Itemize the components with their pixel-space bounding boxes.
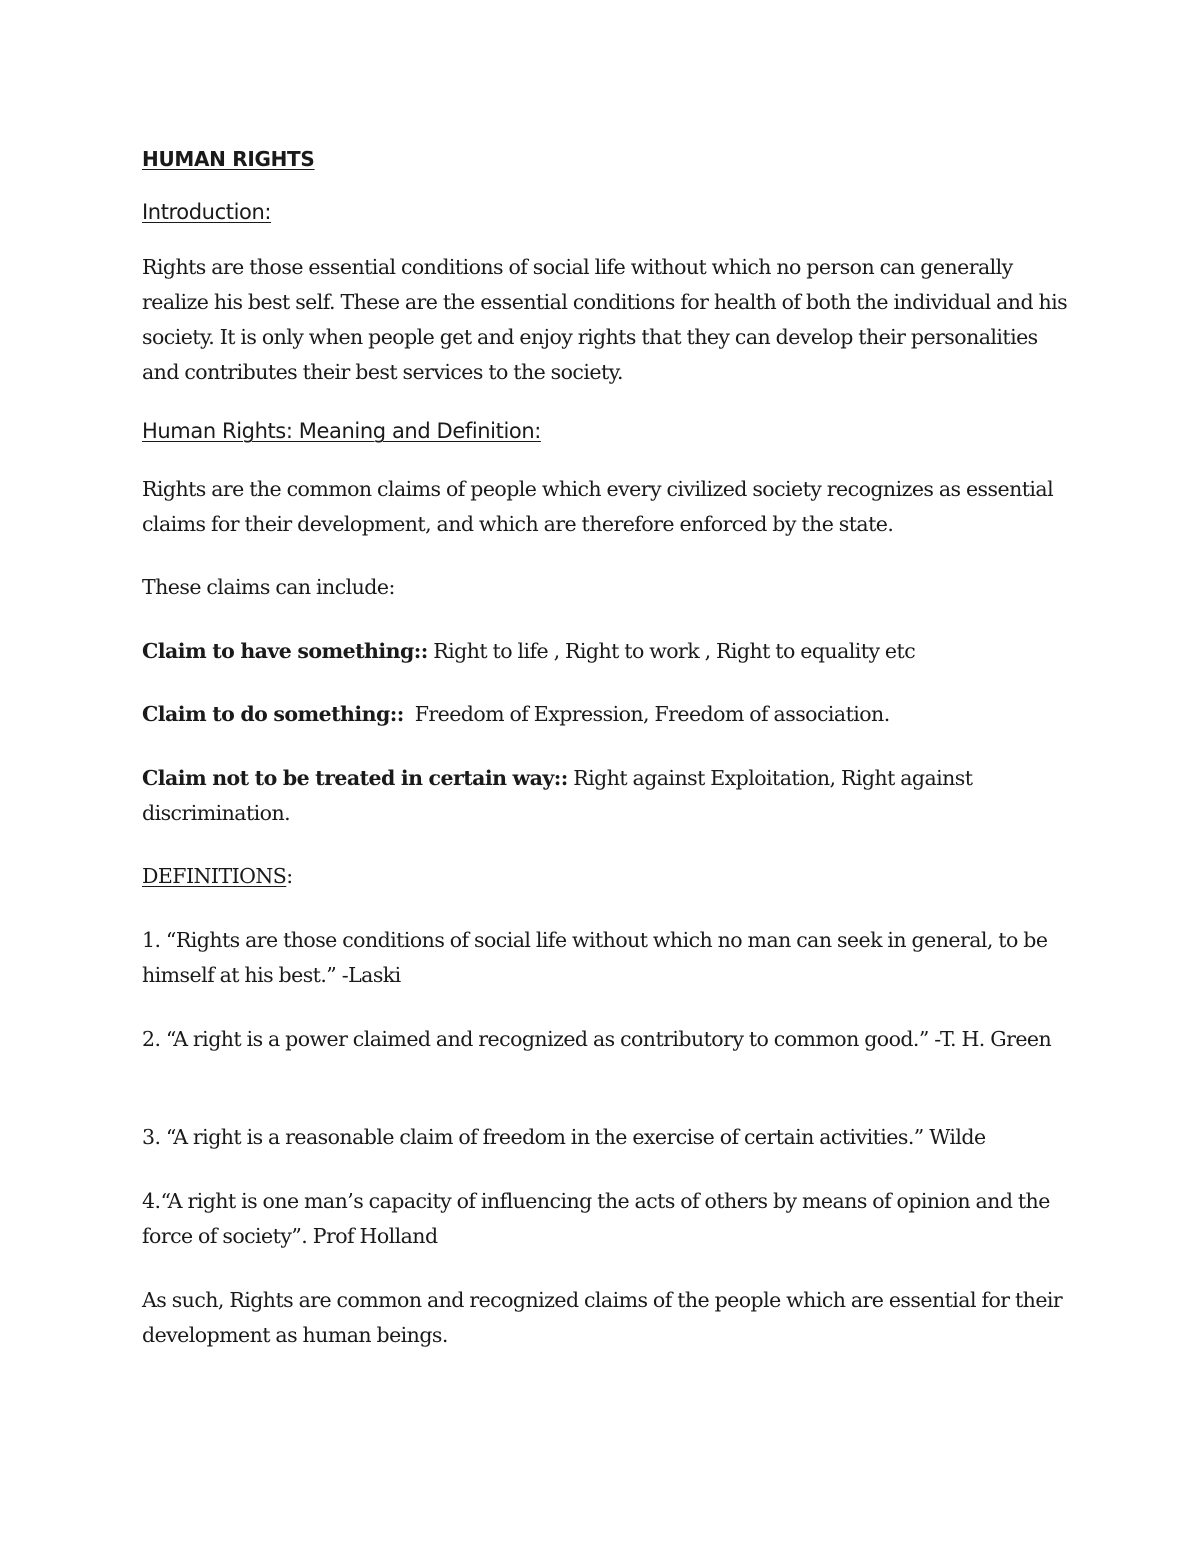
conclusion-paragraph: As such, Rights are common and recognized claims of the people which are essential for their development as human beings. — [142, 1288, 1063, 1347]
introduction-paragraph: Rights are those essential conditions of social life without which no person can generally realize his best self. These are the essential conditions for health of both the individual and his society. It is only when people get and enjoy rights that they can develop their personalities and contributes their best services to the society. — [142, 255, 1068, 384]
definition-item: 2. “A right is a power claimed and recognized as contributory to common good.” -T. H. Green — [142, 1027, 1052, 1051]
definitions-heading — [142, 859, 1072, 894]
claim-label: Claim to have something:: — [142, 639, 428, 663]
claims-intro: These claims can include: — [142, 575, 395, 599]
definitions-heading-colon: : — [286, 864, 293, 888]
claim-item — [142, 634, 1072, 669]
definition-item: 4.“A right is one man’s capacity of influencing the acts of others by means of opinion and the force of society”. Prof Holland — [142, 1189, 1050, 1248]
claim-label: Claim to do something:: — [142, 702, 404, 726]
meaning-paragraph: Rights are the common claims of people which every civilized society recognizes as essential claims for their development, and which are therefore enforced by the state. — [142, 477, 1054, 536]
definition-item: 3. “A right is a reasonable claim of freedom in the exercise of certain activities.” Wilde — [142, 1125, 986, 1149]
claim-text: Freedom of Expression, Freedom of association. — [403, 702, 890, 726]
claim-item — [142, 761, 1072, 831]
claim-item — [142, 697, 1072, 732]
document-title: HUMAN RIGHTS — [142, 147, 315, 171]
definition-item: 1. “Rights are those conditions of social life without which no man can seek in general, to be himself at his best.” -Laski — [142, 928, 1048, 987]
definitions-heading-label: DEFINITIONS — [142, 864, 287, 888]
claim-label: Claim not to be treated in certain way:: — [142, 766, 568, 790]
claim-text: Right to life , Right to work , Right to equality etc — [427, 639, 916, 663]
introduction-heading: Introduction: — [142, 200, 272, 224]
meaning-heading: Human Rights: Meaning and Definition: — [142, 419, 541, 443]
claim-text: Right against Exploitation, Right against discrimination. — [142, 766, 973, 825]
